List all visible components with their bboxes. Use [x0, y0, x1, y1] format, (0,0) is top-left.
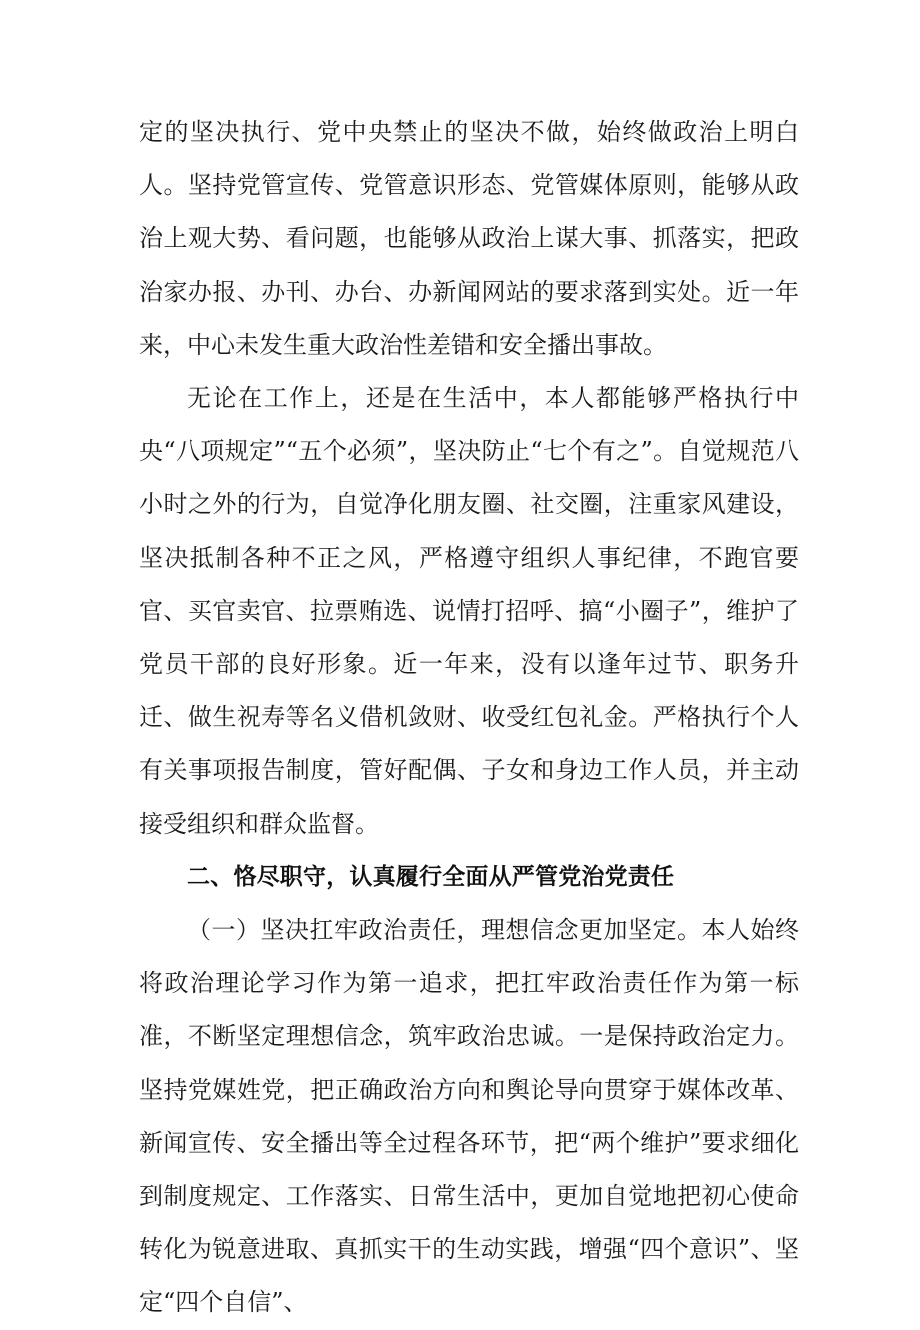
document-body	[139, 106, 799, 1330]
paragraph-discipline-conduct: 无论在工作上，还是在生活中，本人都能够严格执行中央“八项规定”“五个必须”，坚决防止“七个有之”。自觉规范八小时之外的行为，自觉净化朋友圈、社交圈，注重家风建设，坚决抵制各种不正之风，严格遵守组织人事纪律，不跑官要官、买官卖官、拉票贿选、说情打招呼、搞“小圈子”，维护了党员干部的良好形象。近一年来，没有以逢年过节、职务升迁、做生祝寿等名义借机敛财、收受红包礼金。严格执行个人有关事项报告制度，管好配偶、子女和身边工作人员，并主动接受组织和群众监督。	[139, 384, 799, 838]
paragraph-political-responsibility: （一）坚决扛牢政治责任，理想信念更加坚定。本人始终将政治理论学习作为第一追求，把扛牢政治责任作为第一标准，不断坚定理想信念，筑牢政治忠诚。一是保持政治定力。坚持党媒姓党，把正确政治方向和舆论导向贯穿于媒体改革、新闻宣传、安全播出等全过程各环节，把“两个维护”要求细化到制度规定、工作落实、日常生活中，更加自觉地把初心使命转化为锐意进取、真抓实干的生动实践，增强“四个意识”、坚定“四个自信”、	[139, 916, 799, 1317]
paragraph-political-principles: 定的坚决执行、党中央禁止的坚决不做，始终做政治上明白人。坚持党管宣传、党管意识形态、党管媒体原则，能够从政治上观大势、看问题，也能够从政治上谋大事、抓落实，把政治家办报、办刊、办台、办新闻网站的要求落到实处。近一年来，中心未发生重大政治性差错和安全播出事故。	[139, 118, 799, 359]
section-heading-duties: 二、恪尽职守，认真履行全面从严管党治党责任	[187, 863, 675, 890]
